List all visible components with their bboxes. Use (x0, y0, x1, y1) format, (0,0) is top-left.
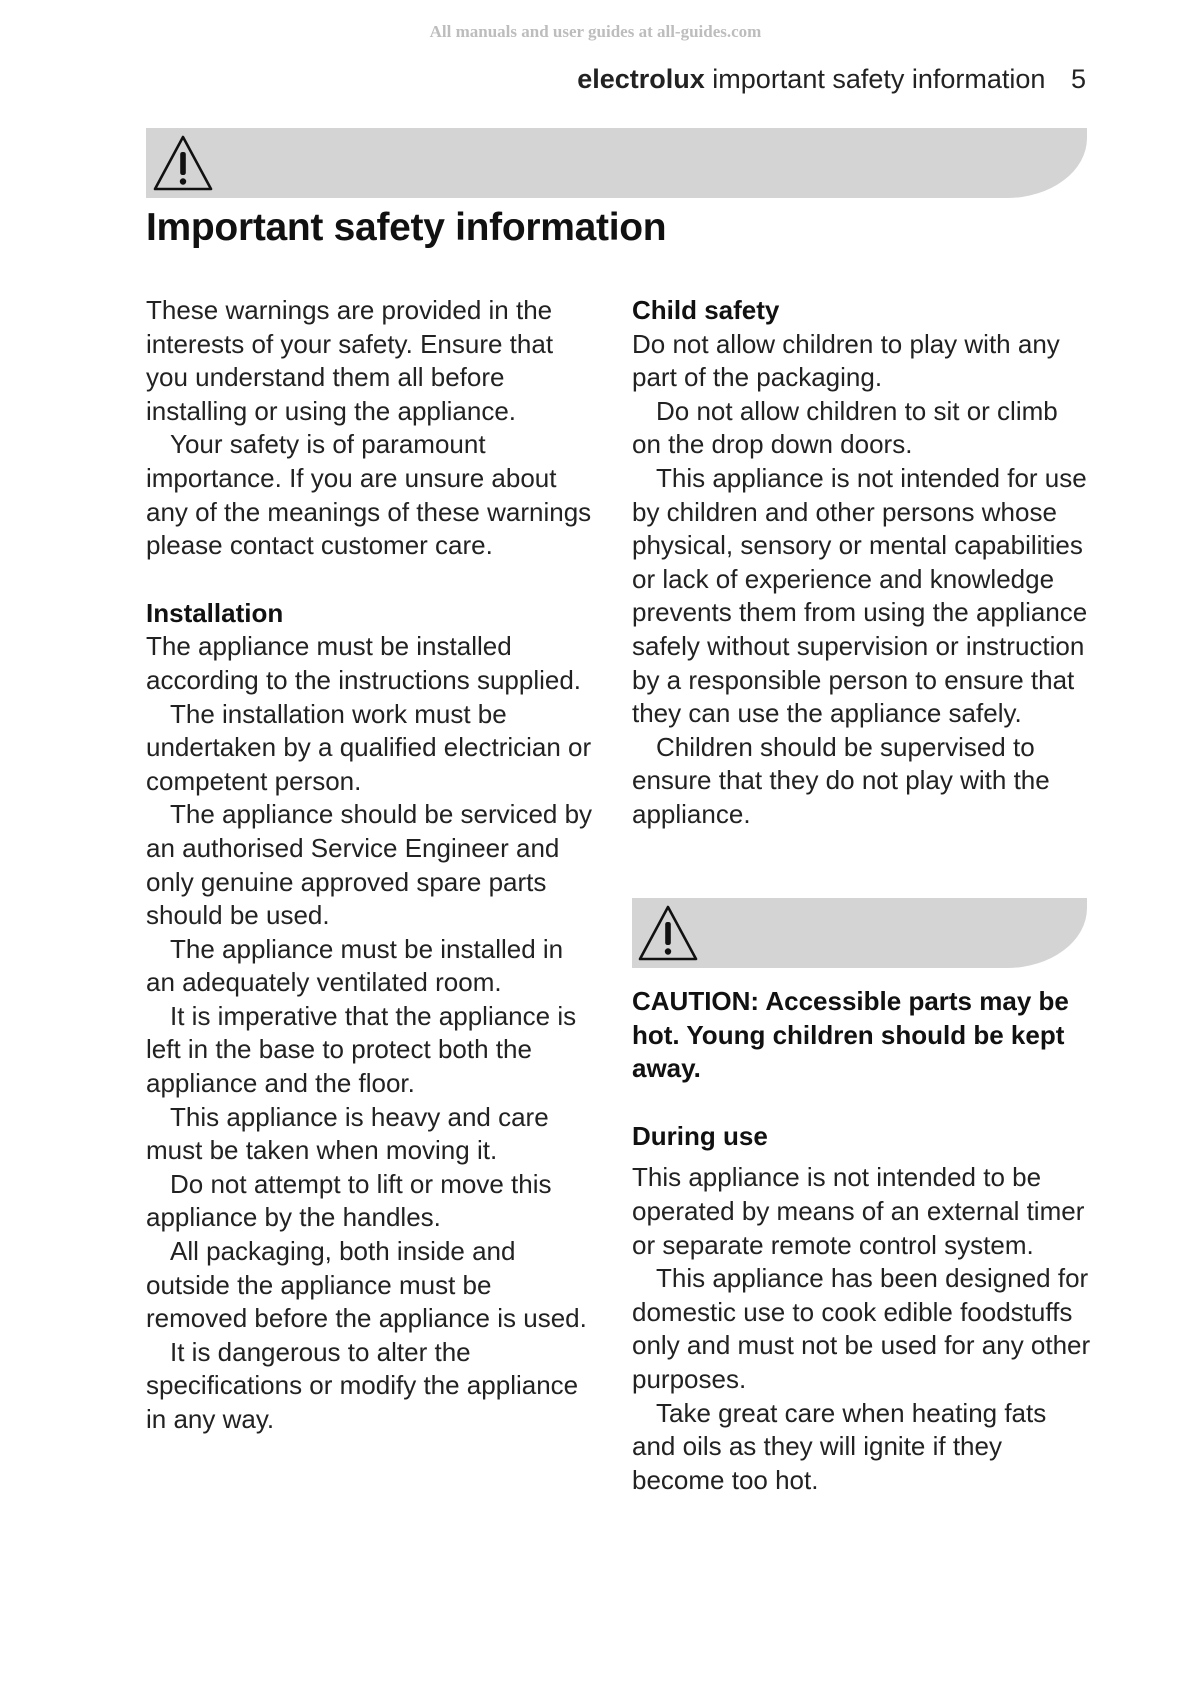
installation-heading: Installation (146, 597, 284, 628)
warning-triangle-icon (637, 904, 699, 962)
installation-paragraph: This appliance is heavy and care must be taken when moving it. (146, 1101, 549, 1166)
right-column (632, 294, 1092, 832)
installation-paragraph: The appliance should be serviced by an authorised Service Engineer and only genuine approved spare parts should be used. (146, 799, 593, 931)
during-use-paragraph: Take great care when heating fats and oils as they will ignite if they become too hot. (632, 1397, 1047, 1495)
warning-banner-caution (632, 898, 1087, 968)
caution-block (632, 985, 1092, 1497)
during-use-heading: During use (632, 1120, 768, 1151)
installation-paragraph: All packaging, both inside and outside the appliance must be removed before the appliance is used. (146, 1236, 587, 1334)
child-safety-paragraph: Children should be supervised to ensure that they do not play with the appliance. (632, 731, 1050, 829)
running-header (577, 64, 1086, 95)
installation-paragraph: Do not attempt to lift or move this appliance by the handles. (146, 1168, 552, 1233)
during-use-paragraph: This appliance is not intended to be operated by means of an external timer or separate remote control system. (632, 1162, 1085, 1260)
left-column (146, 294, 596, 1437)
warning-triangle-icon (152, 134, 214, 192)
during-use-paragraph: This appliance has been designed for domestic use to cook edible foodstuffs only and must not be used for any other purposes. (632, 1263, 1091, 1394)
child-safety-paragraph: This appliance is not intended for use by children and other persons whose physical, sensory or mental capabilities or lack of experience and knowledge prevents them from using the appliance safely without supervision or instruction by a responsible person to ensure that they can use the appliance safely. (632, 462, 1088, 729)
warning-banner-top (146, 128, 1087, 198)
installation-paragraph: It is imperative that the appliance is left in the base to protect both the appliance and the floor. (146, 1000, 577, 1099)
caution-text: CAUTION: Accessible parts may be hot. Young children should be kept away. (632, 986, 1069, 1084)
installation-paragraph: The appliance must be installed in an adequately ventilated room. (146, 933, 564, 998)
page-title: Important safety information (146, 206, 667, 249)
installation-paragraph: It is dangerous to alter the specifications or modify the appliance in any way. (146, 1336, 579, 1434)
child-safety-heading: Child safety (632, 295, 780, 325)
page-number: 5 (1070, 64, 1086, 94)
brand-name: electrolux (577, 64, 705, 94)
installation-paragraph: The appliance must be installed according to the instructions supplied. (146, 631, 582, 695)
child-safety-paragraph: Do not allow children to play with any part of the packaging. (632, 328, 1060, 393)
watermark: All manuals and user guides at all-guides.com (429, 22, 762, 41)
installation-paragraph: The installation work must be undertaken by a qualified electrician or competent person. (146, 698, 592, 796)
intro-paragraph: Your safety is of paramount importance. If you are unsure about any of the meanings of these warnings please contact customer care. (146, 429, 592, 561)
child-safety-paragraph: Do not allow children to sit or climb on the drop down doors. (632, 395, 1058, 460)
section-name: important safety information (712, 64, 1046, 94)
intro-paragraph: These warnings are provided in the interests of your safety. Ensure that you understand them all before installing or using the appliance. (146, 295, 554, 426)
